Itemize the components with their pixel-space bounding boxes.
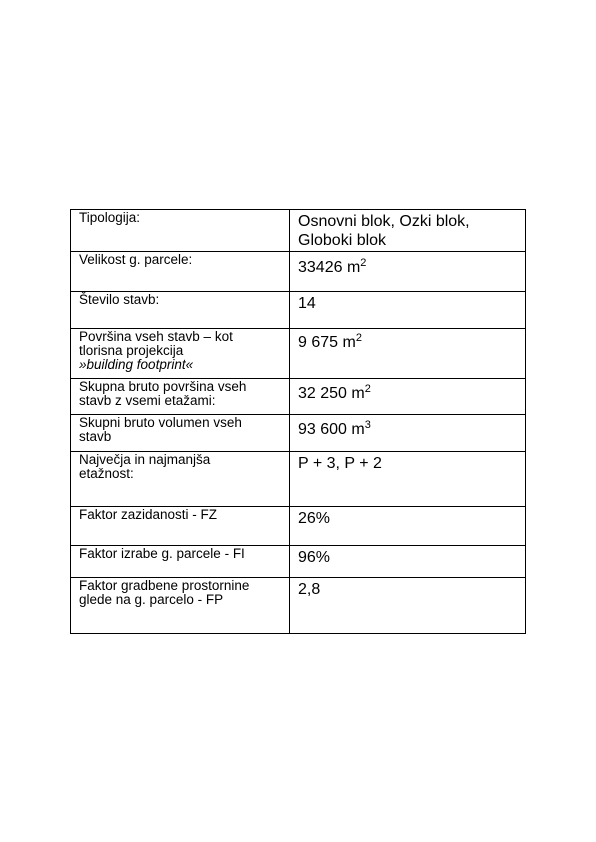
table-row-fz — [71, 507, 526, 546]
label-line: Faktor izrabe g. parcele - FI — [79, 546, 245, 561]
row-value — [290, 546, 526, 578]
table-row-bruto-povrsina — [71, 379, 526, 415]
label-line: Skupni bruto volumen vseh — [79, 415, 242, 430]
label-line: Površina vseh stavb – kot — [79, 329, 233, 344]
row-value — [290, 329, 526, 379]
label-line: glede na g. parcelo - FP — [79, 592, 224, 607]
label-line: stavb — [79, 429, 112, 444]
value-line: 26% — [298, 510, 331, 527]
unit-exponent: 2 — [364, 383, 371, 395]
row-value — [290, 507, 526, 546]
label-line: Faktor zazidanosti - FZ — [79, 507, 218, 522]
label-line: Največja in najmanjša — [79, 452, 211, 467]
row-value — [290, 415, 526, 452]
row-label — [71, 292, 290, 329]
row-value — [290, 379, 526, 415]
label-line: tlorisna projekcija — [79, 343, 184, 358]
table-row-stevilo — [71, 292, 526, 329]
label-line: Tipologija: — [79, 210, 141, 225]
value-line: Globoki blok — [298, 232, 387, 249]
value-line: 93 600 m — [298, 421, 365, 438]
unit-exponent: 2 — [360, 257, 367, 269]
label-line: Skupna bruto površina vseh — [79, 379, 247, 394]
table-row-tipologija — [71, 210, 526, 252]
label-line: stavb z vsemi etažami: — [79, 393, 216, 408]
value-line: P + 3, P + 2 — [298, 455, 382, 472]
table-row-fp — [71, 578, 526, 634]
row-value — [290, 452, 526, 507]
row-label — [71, 546, 290, 578]
table-row-bruto-volumen — [71, 415, 526, 452]
label-line: etažnost: — [79, 466, 134, 481]
table-row-povrsina — [71, 329, 526, 379]
row-label — [71, 210, 290, 252]
table-row-etaznost — [71, 452, 526, 507]
value-line: 96% — [298, 549, 331, 566]
table-row-fi — [71, 546, 526, 578]
row-label — [71, 578, 290, 634]
value-line: 9 675 m — [298, 334, 356, 351]
unit-exponent: 3 — [364, 419, 371, 431]
label-line: Velikost g. parcele: — [79, 252, 193, 267]
value-line: 32 250 m — [298, 385, 365, 402]
row-value — [290, 210, 526, 252]
row-label — [71, 415, 290, 452]
row-value — [290, 252, 526, 292]
parcel-data-table — [70, 209, 526, 634]
row-label — [71, 252, 290, 292]
value-line: Osnovni blok, Ozki blok, — [298, 213, 470, 230]
row-label — [71, 452, 290, 507]
table-row-velikost — [71, 252, 526, 292]
row-label — [71, 329, 290, 379]
label-line: Število stavb: — [79, 292, 160, 307]
label-line-italic: »building footprint« — [79, 357, 194, 372]
unit-exponent: 2 — [355, 332, 362, 344]
value-line: 14 — [298, 295, 316, 312]
label-line: Faktor gradbene prostornine — [79, 578, 250, 593]
row-label — [71, 507, 290, 546]
row-label — [71, 379, 290, 415]
row-value — [290, 292, 526, 329]
value-line: 2,8 — [298, 581, 321, 598]
value-line: 33426 m — [298, 259, 361, 276]
row-value — [290, 578, 526, 634]
